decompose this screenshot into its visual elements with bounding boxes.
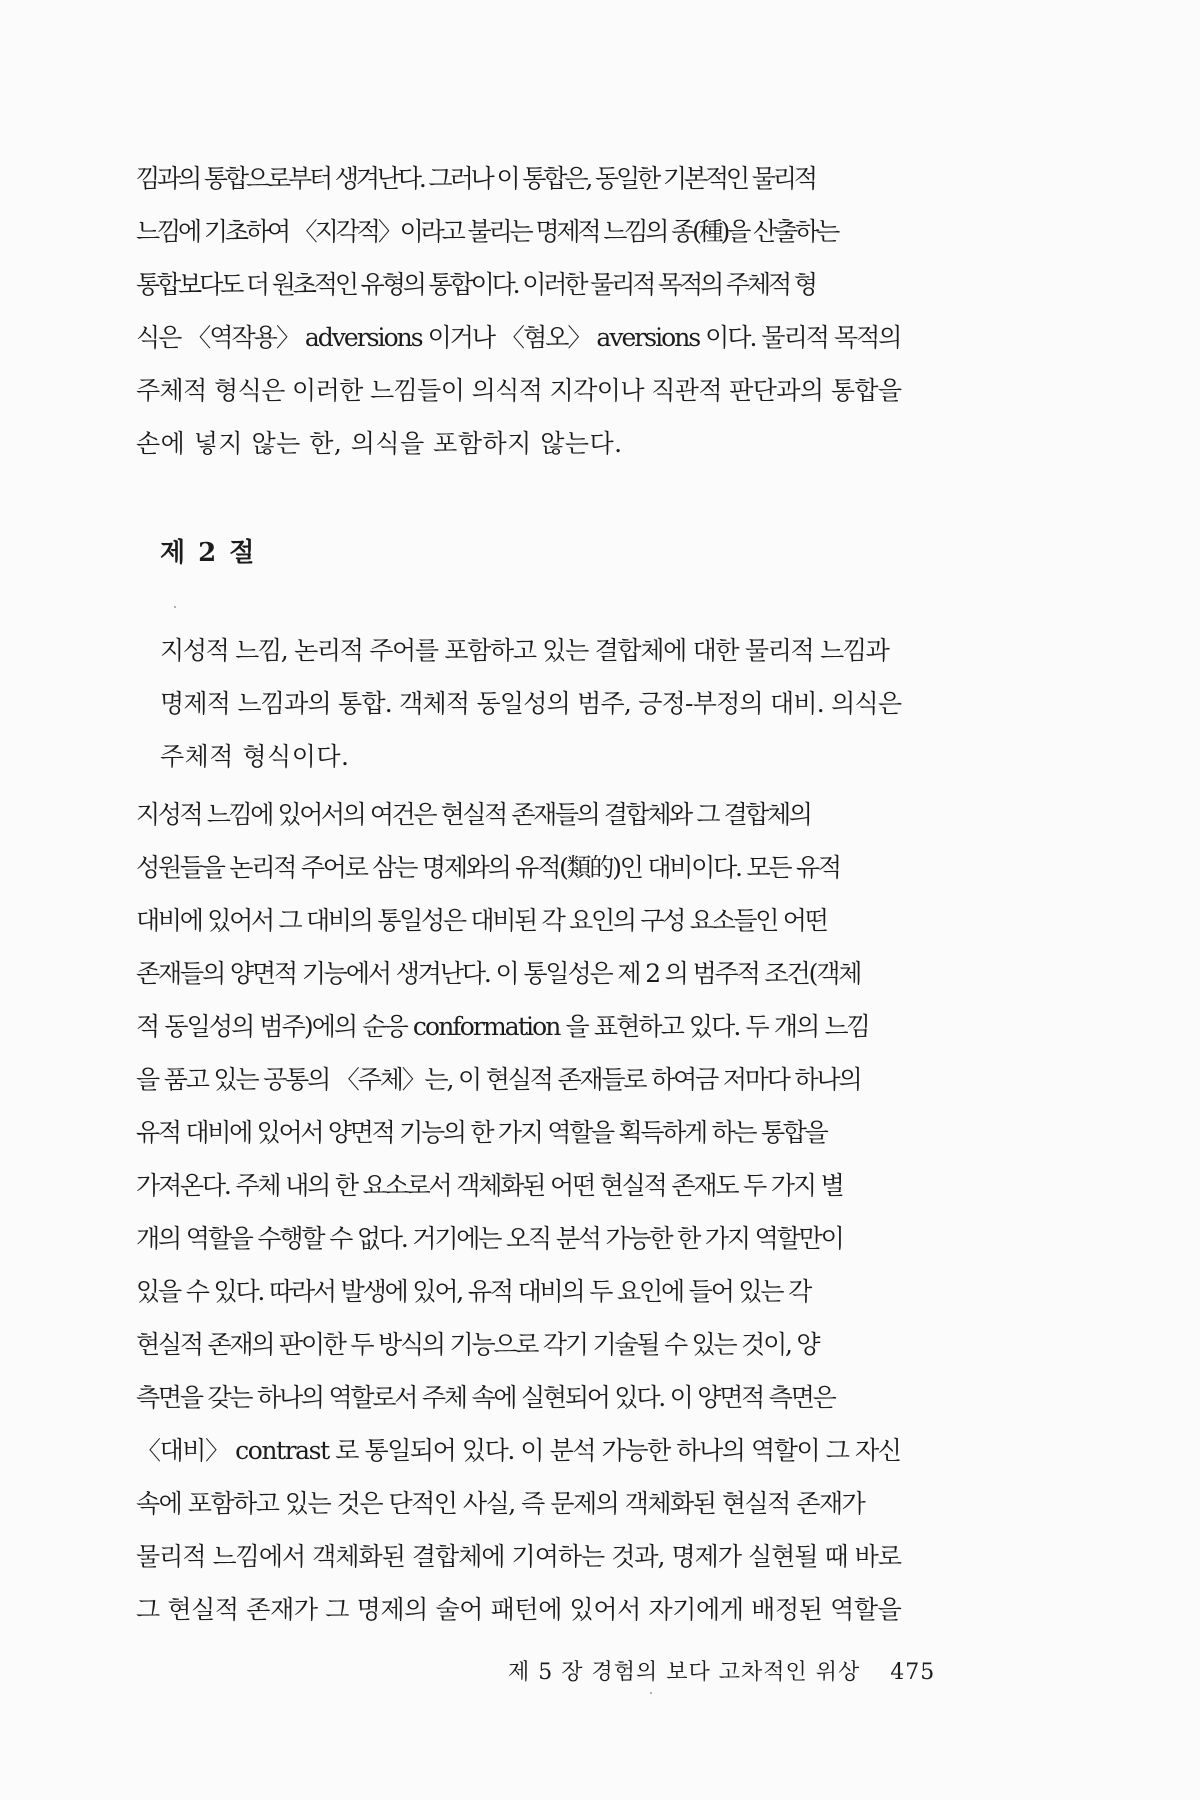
body-paragraph [136,788,901,1636]
text-line: 식은 〈역작용〉 adversions 이거나 〈혐오〉 aversions 이다. 물리적 목적의 [136,323,901,352]
section-summary [160,624,901,783]
text-line: 속에 포함하고 있는 것은 단적인 사실, 즉 문제의 객체화된 현실적 존재가 [136,1489,865,1518]
text-line: 을 품고 있는 공통의 〈주체〉는, 이 현실적 존재들로 하여금 저마다 하나의 [136,1065,861,1094]
running-head: 제 5 장 경험의 보다 고차적인 위상 [508,1660,861,1685]
scan-speck [650,1692,652,1694]
text-line: 있을 수 있다. 따라서 발생에 있어, 유적 대비의 두 요인에 들어 있는 각 [136,1277,811,1306]
text-line: 주체적 형식은 이러한 느낌들이 의식적 지각이나 직관적 판단과의 통합을 [136,376,902,405]
text-line: 적 동일성의 범주)에의 순응 conformation 을 표현하고 있다. 두 개의 느낌 [136,1012,869,1041]
text-line: 개의 역할을 수행할 수 없다. 거기에는 오직 분석 가능한 한 가지 역할만이 [136,1224,843,1253]
text-line: 〈대비〉 contrast 로 통일되어 있다. 이 분석 가능한 하나의 역할이 그 자신 [136,1436,901,1465]
page-footer [508,1655,935,1686]
scan-speck [174,606,176,608]
text-line: 물리적 느낌에서 객체화된 결합체에 기여하는 것과, 명제가 실현될 때 바로 [136,1542,901,1571]
text-line: 통합보다도 더 원초적인 유형의 통합이다. 이러한 물리적 목적의 주체적 형 [136,270,815,299]
section-heading: 제 2 절 [160,538,257,568]
text-line: 지성적 느낌에 있어서의 여건은 현실적 존재들의 결합체와 그 결합체의 [136,800,811,829]
text-line: 지성적 느낌, 논리적 주어를 포함하고 있는 결합체에 대한 물리적 느낌과 [160,636,889,665]
page-number: 475 [890,1660,936,1685]
text-line: 낌과의 통합으로부터 생겨난다. 그러나 이 통합은, 동일한 기본적인 물리적 [136,164,815,193]
text-line: 현실적 존재의 판이한 두 방식의 기능으로 각기 기술될 수 있는 것이, 양 [136,1330,819,1359]
text-line: 대비에 있어서 그 대비의 통일성은 대비된 각 요인의 구성 요소들인 어떤 [136,906,827,935]
text-line: 느낌에 기초하여 〈지각적〉이라고 불리는 명제적 느낌의 종(種)을 산출하는 [136,217,838,246]
text-line: 손에 넣지 않는 한, 의식을 포함하지 않는다. [136,429,623,458]
paragraph-continuation [136,152,901,470]
text-line: 존재들의 양면적 기능에서 생겨난다. 이 통일성은 제 2 의 범주적 조건(객체 [136,959,861,988]
text-line: 유적 대비에 있어서 양면적 기능의 한 가지 역할을 획득하게 하는 통합을 [136,1118,827,1147]
text-line: 명제적 느낌과의 통합. 객체적 동일성의 범주, 긍정-부정의 대비. 의식은 [160,689,902,718]
text-line: 그 현실적 존재가 그 명제의 술어 패턴에 있어서 자기에게 배정된 역할을 [136,1595,902,1624]
text-line: 주체적 형식이다. [160,742,350,771]
text-line: 성원들을 논리적 주어로 삼는 명제와의 유적(類的)인 대비이다. 모든 유적 [136,853,840,882]
text-line: 가져온다. 주체 내의 한 요소로서 객체화된 어떤 현실적 존재도 두 가지 별 [136,1171,843,1200]
text-line: 측면을 갖는 하나의 역할로서 주체 속에 실현되어 있다. 이 양면적 측면은 [136,1383,835,1412]
